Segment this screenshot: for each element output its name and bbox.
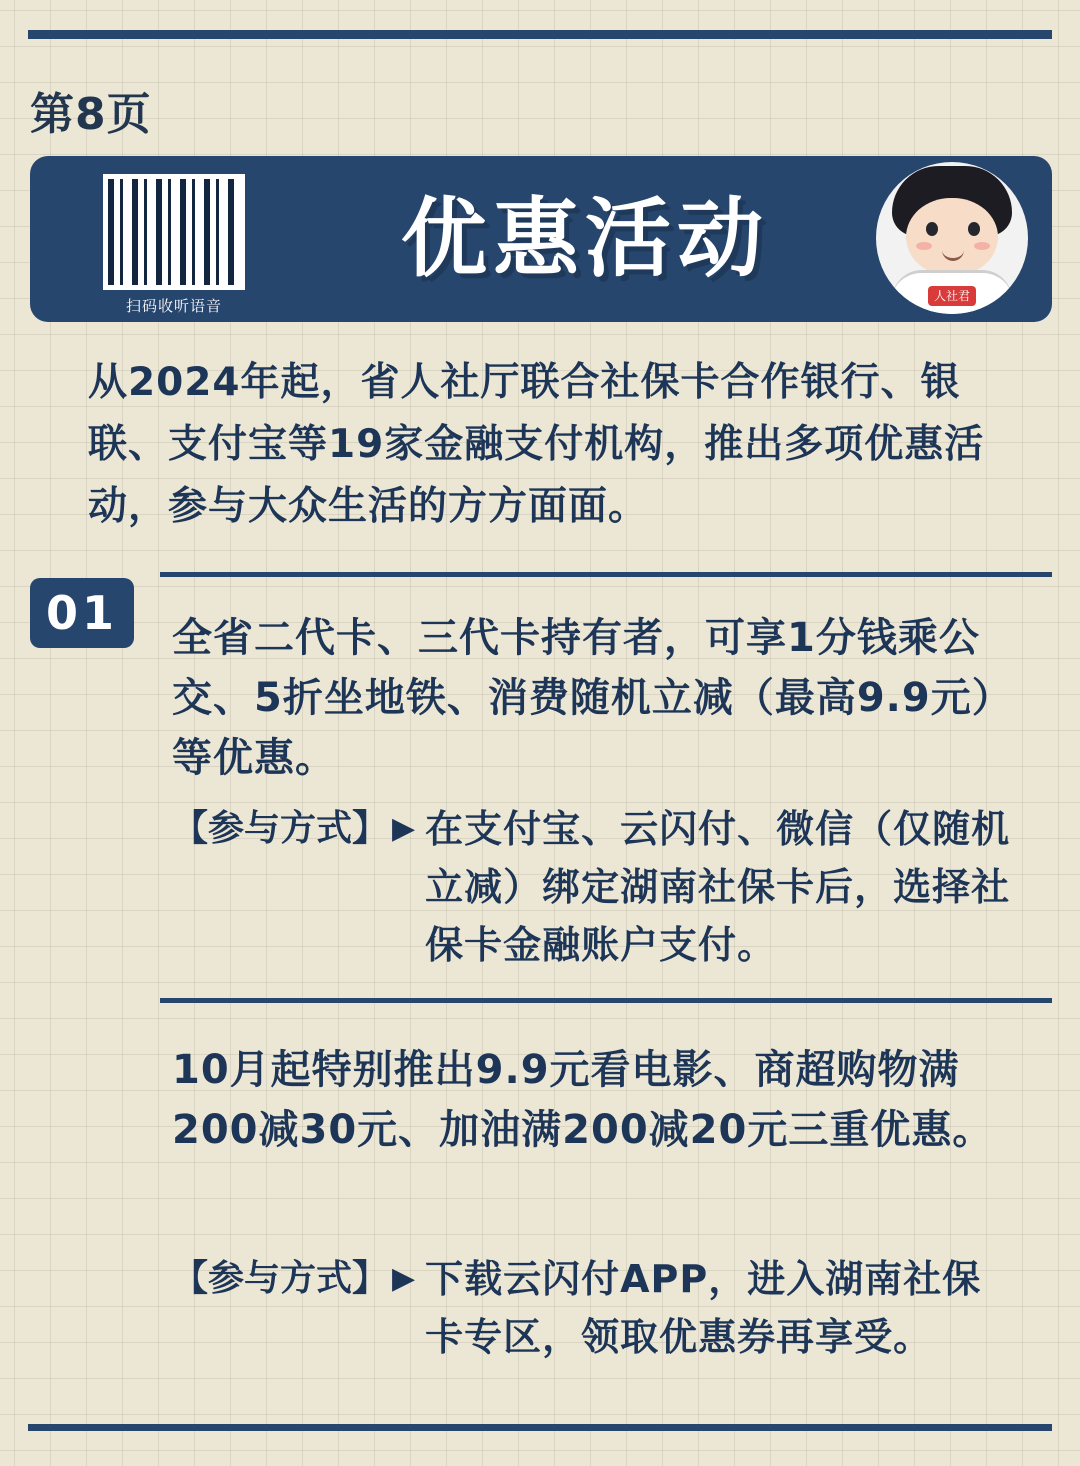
avatar-eye-right [968,222,980,236]
avatar-cheek-left [916,242,932,250]
participation-label-2: 【参与方式】 [172,1258,389,1299]
header-banner [30,156,1052,322]
avatar-cheek-right [974,242,990,250]
mascot-avatar [876,162,1028,314]
qr-code-block[interactable] [100,174,248,322]
section-number-badge: 01 [30,578,134,648]
bottom-divider [28,1424,1052,1431]
arrow-right-icon-2: ▶ [392,1262,416,1295]
section-2-body: 10月起特别推出9.9元看电影、商超购物满200减30元、加油满200减20元三重优惠。 [172,1047,994,1153]
section-1-participation [172,800,1012,974]
top-divider [28,30,1052,39]
page-number-label: 第8页 [30,89,152,140]
section-2-participation [172,1250,1012,1366]
qr-code-icon[interactable] [103,174,245,290]
section-divider-2 [160,998,1052,1003]
banner-title: 优惠活动 [401,189,769,289]
section-1-body: 全省二代卡、三代卡持有者，可享1分钱乘公交、5折坐地铁、消费随机立减（最高9.9元）等优惠。 [172,615,993,781]
arrow-right-icon: ▶ [392,812,416,845]
intro-paragraph: 从2024年起，省人社厅联合社保卡合作银行、银联、支付宝等19家金融支付机构，推出多项优惠活动，参与大众生活的方方面面。 [88,360,985,529]
participation-label-1: 【参与方式】 [172,808,389,849]
avatar-badge: 人社君 [928,286,976,306]
participation-text-1: 在支付宝、云闪付、微信（仅随机立减）绑定湖南社保卡后，选择社保卡金融账户支付。 [425,807,1011,967]
section-divider-1 [160,572,1052,577]
avatar-face [906,198,998,276]
qr-caption: 扫码收听语音 [125,297,222,315]
participation-text-2: 下载云闪付APP，进入湖南社保卡专区，领取优惠券再享受。 [425,1257,982,1359]
avatar-eye-left [926,222,938,236]
